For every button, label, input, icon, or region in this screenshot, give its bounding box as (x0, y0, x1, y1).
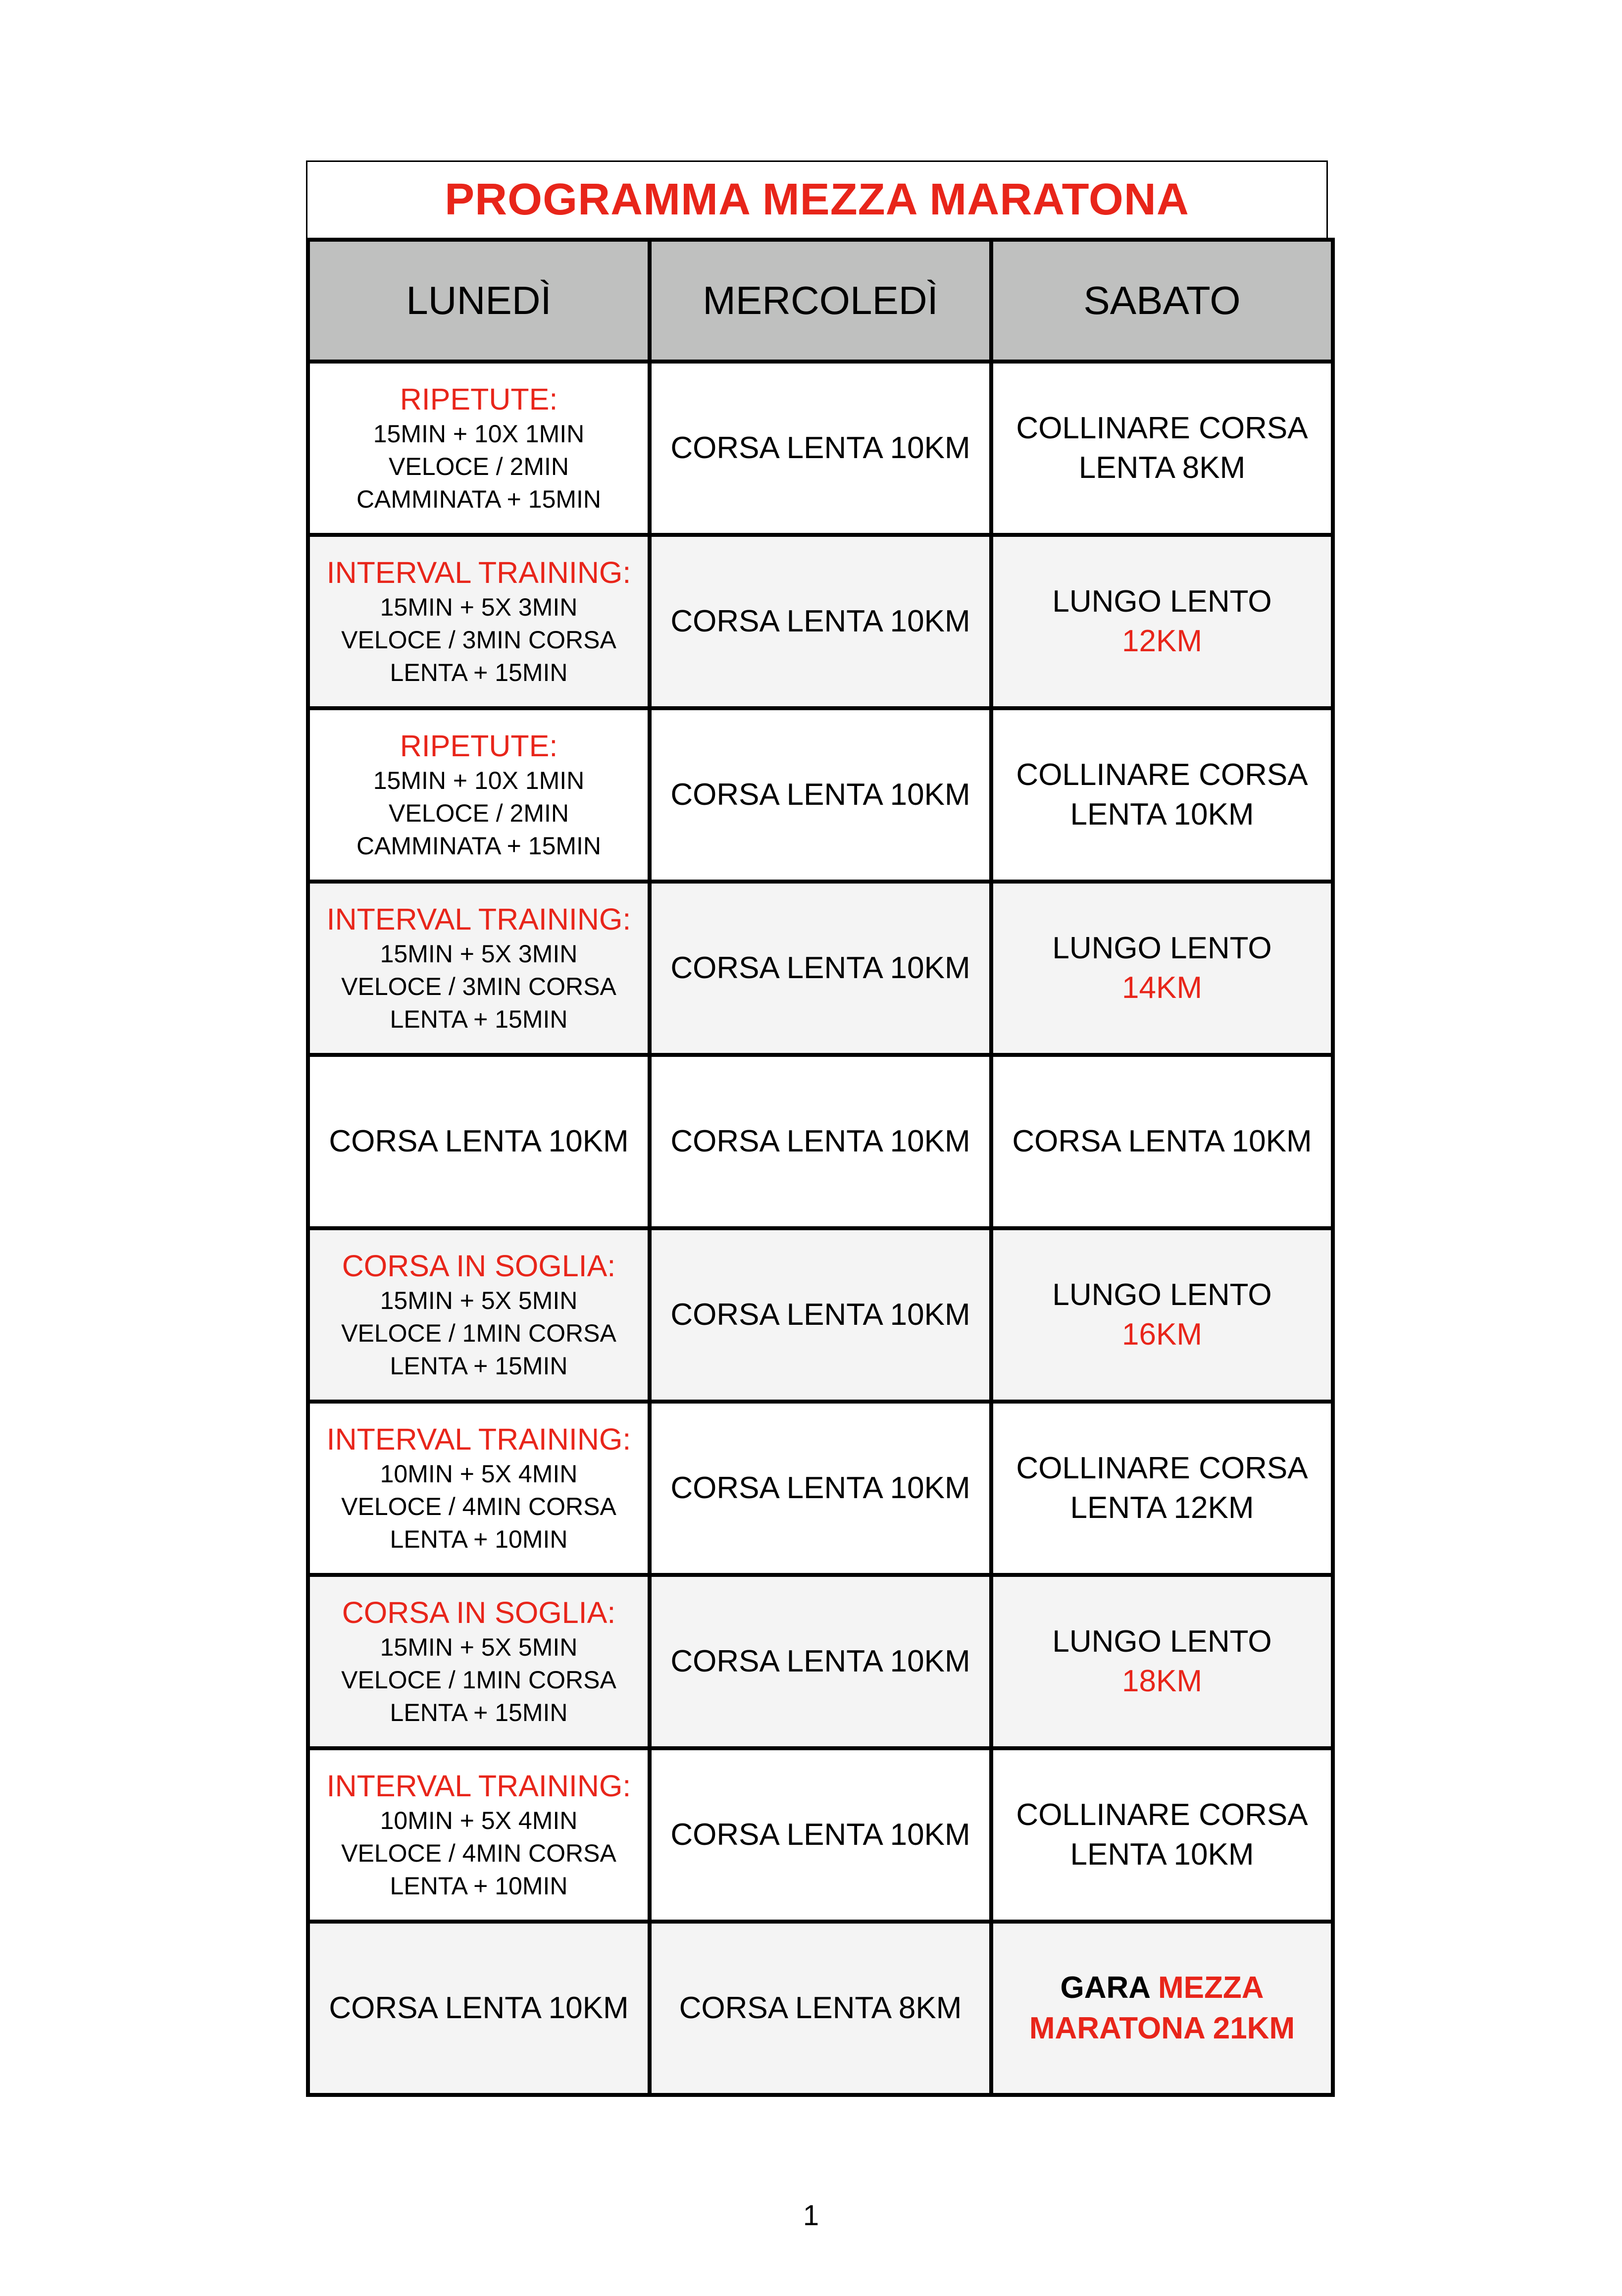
title-box (306, 160, 1328, 238)
monday-cell (308, 882, 650, 1055)
workout-text: CORSA LENTA 10KM (670, 1818, 970, 1852)
workout-detail: LENTA + 15MIN (390, 1699, 568, 1726)
workout-detail: LENTA + 15MIN (390, 659, 568, 686)
workout-detail: LENTA + 15MIN (390, 1352, 568, 1380)
page-title: PROGRAMMA MEZZA MARATONA (445, 175, 1189, 224)
workout-text: CORSA LENTA 10KM (670, 604, 970, 638)
saturday-cell (991, 1228, 1333, 1402)
saturday-cell (991, 1922, 1333, 2095)
saturday-cell (991, 1055, 1333, 1228)
workout-text: LUNGO LENTO (1052, 931, 1272, 965)
workout-detail: CAMMINATA + 15MIN (356, 485, 602, 513)
workout-detail: 15MIN + 5X 3MIN (380, 593, 578, 621)
wednesday-cell (650, 1748, 991, 1922)
workout-text: CORSA LENTA 10KM (670, 778, 970, 812)
saturday-cell (991, 362, 1333, 535)
wednesday-cell (650, 1228, 991, 1402)
race-line-2: MARATONA 21KM (1029, 2011, 1295, 2045)
workout-text: LUNGO LENTO (1052, 1278, 1272, 1312)
wednesday-cell (650, 362, 991, 535)
workout-text: LENTA 12KM (1070, 1491, 1254, 1525)
monday-cell (308, 362, 650, 535)
race-highlight: MEZZA (1158, 1971, 1264, 2005)
workout-text: LUNGO LENTO (1052, 584, 1272, 619)
saturday-cell (991, 1402, 1333, 1575)
workout-text: CORSA LENTA 8KM (679, 1991, 962, 2025)
column-header-wednesday: MERCOLEDÌ (650, 240, 991, 362)
workout-detail: VELOCE / 4MIN CORSA (341, 1839, 616, 1867)
workout-type: INTERVAL TRAINING: (326, 1422, 631, 1456)
workout-detail: CAMMINATA + 15MIN (356, 832, 602, 860)
workout-detail: VELOCE / 3MIN CORSA (341, 973, 616, 1000)
monday-cell (308, 1402, 650, 1575)
week-row-2 (308, 535, 1333, 708)
workout-type: RIPETUTE: (400, 729, 558, 763)
race-word: GARA (1060, 1971, 1150, 2005)
wednesday-cell (650, 882, 991, 1055)
workout-detail: 10MIN + 5X 4MIN (380, 1807, 578, 1834)
workout-text: CORSA LENTA 10KM (329, 1124, 629, 1158)
workout-detail: 15MIN + 5X 3MIN (380, 940, 578, 968)
workout-text: COLLINARE CORSA (1016, 1798, 1308, 1832)
week-row-8 (308, 1575, 1333, 1748)
monday-cell (308, 1228, 650, 1402)
workout-detail: VELOCE / 1MIN CORSA (341, 1666, 616, 1694)
week-row-7 (308, 1402, 1333, 1575)
week-row-10 (308, 1922, 1333, 2095)
workout-type: CORSA IN SOGLIA: (342, 1596, 616, 1629)
distance-highlight: 12KM (1122, 624, 1202, 658)
workout-type: INTERVAL TRAINING: (326, 556, 631, 589)
column-header-monday: LUNEDÌ (308, 240, 650, 362)
workout-text: CORSA LENTA 10KM (670, 431, 970, 465)
wednesday-cell (650, 1402, 991, 1575)
workout-text: CORSA LENTA 10KM (670, 1298, 970, 1332)
column-header-saturday: SABATO (991, 240, 1333, 362)
monday-cell (308, 535, 650, 708)
wednesday-cell (650, 535, 991, 708)
workout-detail: VELOCE / 2MIN (389, 453, 569, 480)
workout-text: CORSA LENTA 10KM (670, 1471, 970, 1505)
saturday-cell (991, 882, 1333, 1055)
workout-type: INTERVAL TRAINING: (326, 902, 631, 936)
workout-detail: LENTA + 10MIN (390, 1525, 568, 1553)
race-line-1 (996, 1968, 1328, 2008)
workout-text: COLLINARE CORSA (1016, 758, 1308, 792)
schedule-table (306, 238, 1335, 2097)
workout-type: INTERVAL TRAINING: (326, 1769, 631, 1803)
page-number: 1 (803, 2199, 819, 2232)
workout-text: LENTA 10KM (1070, 797, 1254, 832)
saturday-cell (991, 708, 1333, 882)
monday-cell (308, 1922, 650, 2095)
monday-cell (308, 1055, 650, 1228)
monday-cell (308, 1575, 650, 1748)
distance-highlight: 18KM (1122, 1664, 1202, 1698)
workout-detail: VELOCE / 2MIN (389, 799, 569, 827)
workout-detail: LENTA + 10MIN (390, 1872, 568, 1900)
workout-detail: VELOCE / 4MIN CORSA (341, 1493, 616, 1520)
wednesday-cell (650, 1055, 991, 1228)
wednesday-cell (650, 1575, 991, 1748)
monday-cell (308, 1748, 650, 1922)
distance-highlight: 16KM (1122, 1317, 1202, 1352)
workout-text: LENTA 10KM (1070, 1837, 1254, 1872)
workout-detail: 15MIN + 10X 1MIN (373, 420, 585, 448)
workout-text: LUNGO LENTO (1052, 1624, 1272, 1659)
header-row (308, 240, 1333, 362)
week-row-1 (308, 362, 1333, 535)
workout-type: RIPETUTE: (400, 382, 558, 416)
monday-cell (308, 708, 650, 882)
week-row-5 (308, 1055, 1333, 1228)
workout-detail: VELOCE / 3MIN CORSA (341, 626, 616, 654)
workout-detail: 15MIN + 5X 5MIN (380, 1633, 578, 1661)
distance-highlight: 14KM (1122, 971, 1202, 1005)
workout-text: LENTA 8KM (1078, 451, 1246, 485)
week-row-6 (308, 1228, 1333, 1402)
workout-detail: LENTA + 15MIN (390, 1005, 568, 1033)
workout-text: COLLINARE CORSA (1016, 411, 1308, 445)
saturday-cell (991, 1575, 1333, 1748)
wednesday-cell (650, 708, 991, 882)
week-row-4 (308, 882, 1333, 1055)
workout-type: CORSA IN SOGLIA: (342, 1249, 616, 1283)
workout-detail: 10MIN + 5X 4MIN (380, 1460, 578, 1488)
workout-text: CORSA LENTA 10KM (329, 1991, 629, 2025)
workout-text: CORSA LENTA 10KM (670, 1644, 970, 1678)
week-row-9 (308, 1748, 1333, 1922)
workout-text: CORSA LENTA 10KM (1012, 1124, 1312, 1158)
workout-text: COLLINARE CORSA (1016, 1451, 1308, 1485)
workout-detail: 15MIN + 5X 5MIN (380, 1287, 578, 1314)
saturday-cell (991, 535, 1333, 708)
workout-text: CORSA LENTA 10KM (670, 951, 970, 985)
wednesday-cell (650, 1922, 991, 2095)
workout-text: CORSA LENTA 10KM (670, 1124, 970, 1158)
workout-detail: VELOCE / 1MIN CORSA (341, 1319, 616, 1347)
saturday-cell (991, 1748, 1333, 1922)
week-row-3 (308, 708, 1333, 882)
workout-detail: 15MIN + 10X 1MIN (373, 767, 585, 794)
